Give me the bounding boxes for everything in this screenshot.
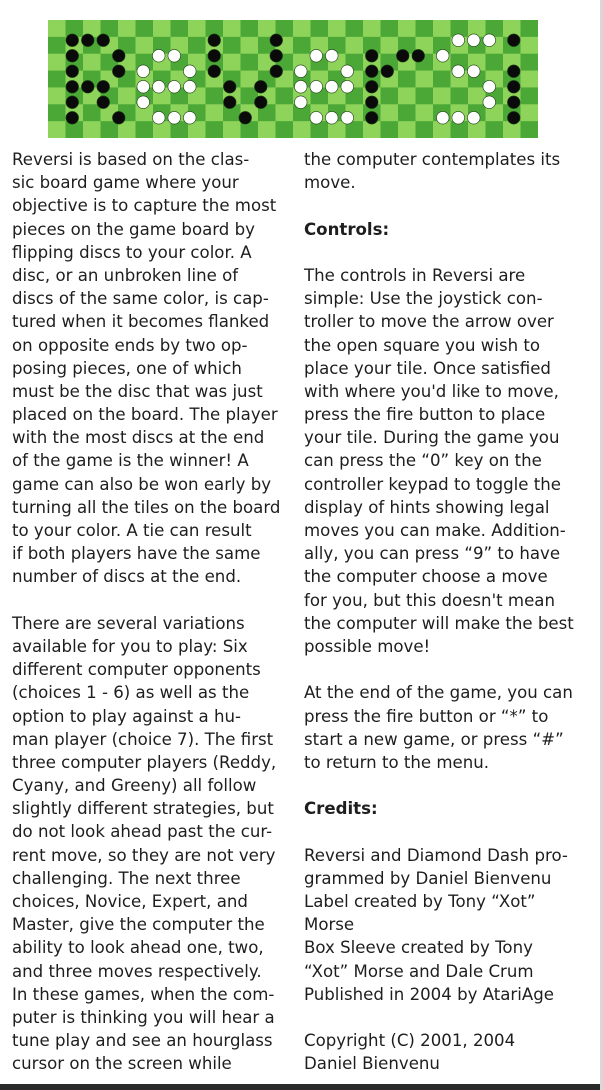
disc bbox=[365, 80, 378, 93]
text-line: puter is thinking you will hear a bbox=[12, 1007, 275, 1027]
text-line: do not look ahead past the cur- bbox=[12, 822, 273, 842]
text-line: press the fire button or “*” to bbox=[304, 706, 549, 726]
disc bbox=[223, 96, 236, 109]
disc bbox=[81, 80, 94, 93]
text-line: must be the disc that was just bbox=[12, 381, 263, 401]
disc bbox=[325, 111, 338, 124]
disc bbox=[467, 34, 480, 47]
reversi-title-banner bbox=[48, 20, 538, 138]
text-line: tune play and see an hourglass bbox=[12, 1031, 273, 1051]
paragraph-gap bbox=[12, 589, 294, 612]
disc bbox=[365, 65, 378, 78]
text-line: There are several variations bbox=[12, 613, 245, 633]
text-line: of the game is the winner! A bbox=[12, 451, 249, 471]
disc bbox=[507, 111, 520, 124]
disc bbox=[270, 34, 283, 47]
left-column bbox=[12, 148, 294, 1076]
text-line: sic board game where your bbox=[12, 173, 239, 193]
disc bbox=[325, 80, 338, 93]
text-line: flipping discs to your color. A bbox=[12, 242, 252, 262]
disc bbox=[341, 65, 354, 78]
disc bbox=[254, 80, 267, 93]
controls-heading: Controls: bbox=[304, 219, 390, 239]
disc bbox=[270, 65, 283, 78]
text-line: Master, give the computer the bbox=[12, 915, 265, 935]
disc bbox=[137, 65, 150, 78]
text-line: ability to look ahead one, two, bbox=[12, 938, 264, 958]
disc bbox=[112, 49, 125, 62]
text-line: number of discs at the end. bbox=[12, 567, 242, 587]
disc bbox=[436, 49, 449, 62]
credits-line: “Xot” Morse and Dale Crum bbox=[304, 961, 534, 981]
disc bbox=[365, 49, 378, 62]
text-line: if both players have the same bbox=[12, 544, 261, 564]
credits-line: Box Sleeve created by Tony bbox=[304, 938, 533, 958]
credits-line: Morse bbox=[304, 915, 355, 935]
controls-line: the computer will make the best bbox=[304, 613, 574, 633]
disc bbox=[66, 49, 79, 62]
disc bbox=[507, 80, 520, 93]
text-line: Reversi is based on the clas- bbox=[12, 150, 250, 169]
credits-line: Reversi and Diamond Dash pro- bbox=[304, 845, 568, 865]
text-line: objective is to capture the most bbox=[12, 196, 277, 216]
disc bbox=[294, 80, 307, 93]
disc bbox=[396, 49, 409, 62]
credits-line: Published in 2004 by AtariAge bbox=[304, 984, 554, 1004]
disc bbox=[294, 65, 307, 78]
disc bbox=[254, 96, 267, 109]
disc bbox=[112, 65, 125, 78]
credits-line: Label created by Tony “Xot” bbox=[304, 892, 536, 911]
text-line: Cyany, and Greeny) all follow bbox=[12, 776, 257, 796]
text-line: and three moves respectively. bbox=[12, 961, 262, 981]
disc bbox=[208, 65, 221, 78]
disc bbox=[310, 80, 323, 93]
disc bbox=[152, 49, 165, 62]
controls-line: the open square you wish to bbox=[304, 335, 541, 355]
disc bbox=[208, 49, 221, 62]
credits-heading: Credits: bbox=[304, 799, 378, 819]
text-line: to your color. A tie can result bbox=[12, 521, 252, 540]
disc bbox=[183, 65, 196, 78]
disc bbox=[97, 80, 110, 93]
text-line: disc, or an unbroken line of bbox=[12, 265, 239, 285]
controls-line: moves you can make. Addition- bbox=[304, 521, 566, 540]
text-line: slightly different strategies, but bbox=[12, 799, 274, 819]
controls-line: possible move! bbox=[304, 636, 431, 656]
disc bbox=[112, 111, 125, 124]
disc bbox=[223, 80, 236, 93]
disc bbox=[152, 80, 165, 93]
text-line: move. bbox=[304, 173, 356, 193]
disc bbox=[81, 34, 94, 47]
text-line: with the most discs at the end bbox=[12, 428, 265, 448]
disc bbox=[452, 65, 465, 78]
disc bbox=[310, 111, 323, 124]
disc bbox=[97, 34, 110, 47]
disc bbox=[239, 111, 252, 124]
page-bottom-edge bbox=[0, 1084, 603, 1090]
controls-line: for you, but this doesn't mean bbox=[304, 590, 555, 610]
disc bbox=[452, 34, 465, 47]
text-line: three computer players (Reddy, bbox=[12, 752, 277, 772]
text-line: pieces on the game board by bbox=[12, 219, 255, 239]
text-line: posing pieces, one of which bbox=[12, 358, 242, 378]
controls-line: with where you'd like to move, bbox=[304, 381, 559, 401]
disc bbox=[412, 49, 425, 62]
text-line: placed on the board. The player bbox=[12, 405, 278, 425]
text-line: game can also be won early by bbox=[12, 474, 272, 494]
disc bbox=[452, 111, 465, 124]
disc bbox=[66, 34, 79, 47]
copyright-line: Daniel Bienvenu bbox=[304, 1054, 440, 1074]
credits-line: grammed by Daniel Bienvenu bbox=[304, 868, 552, 888]
controls-line: your tile. During the game you bbox=[304, 428, 560, 448]
disc bbox=[168, 111, 181, 124]
controls-line: can press the “0” key on the bbox=[304, 451, 542, 471]
text-line: man player (choice 7). The first bbox=[12, 729, 274, 749]
disc bbox=[183, 80, 196, 93]
disc bbox=[365, 111, 378, 124]
disc bbox=[467, 65, 480, 78]
disc bbox=[341, 111, 354, 124]
text-line: turning all the tiles on the board bbox=[12, 497, 281, 517]
disc bbox=[294, 96, 307, 109]
controls-line: place your tile. Once satisfied bbox=[304, 358, 551, 378]
disc bbox=[208, 34, 221, 47]
disc bbox=[325, 49, 338, 62]
disc bbox=[66, 111, 79, 124]
controls-line: the computer choose a move bbox=[304, 567, 548, 587]
disc bbox=[436, 111, 449, 124]
text-line: to return to the menu. bbox=[304, 752, 490, 772]
text-line: the computer contemplates its bbox=[304, 150, 561, 169]
disc bbox=[152, 111, 165, 124]
disc bbox=[483, 34, 496, 47]
disc bbox=[97, 96, 110, 109]
controls-line: controller keypad to toggle the bbox=[304, 474, 561, 494]
right-column bbox=[304, 148, 596, 1076]
disc bbox=[137, 80, 150, 93]
text-line: choices, Novice, Expert, and bbox=[12, 892, 248, 911]
text-line: cursor on the screen while bbox=[12, 1054, 232, 1074]
disc bbox=[507, 34, 520, 47]
disc bbox=[483, 96, 496, 109]
text-line: discs of the same color, is cap- bbox=[12, 289, 269, 309]
disc bbox=[66, 65, 79, 78]
copyright-line: Copyright (C) 2001, 2004 bbox=[304, 1031, 516, 1051]
disc bbox=[365, 96, 378, 109]
disc bbox=[270, 49, 283, 62]
disc bbox=[66, 96, 79, 109]
text-line: on opposite ends by two op- bbox=[12, 335, 248, 355]
text-line: In these games, when the com- bbox=[12, 984, 275, 1004]
disc bbox=[381, 65, 394, 78]
text-line: different computer opponents bbox=[12, 660, 261, 680]
controls-line: troller to move the arrow over bbox=[304, 312, 554, 332]
disc bbox=[483, 80, 496, 93]
controls-line: display of hints showing legal bbox=[304, 497, 550, 517]
disc bbox=[341, 80, 354, 93]
text-line: rent move, so they are not very bbox=[12, 845, 276, 865]
disc bbox=[507, 96, 520, 109]
text-line: option to play against a hu- bbox=[12, 706, 241, 726]
disc bbox=[168, 49, 181, 62]
controls-line: simple: Use the joystick con- bbox=[304, 289, 543, 309]
text-line: At the end of the game, you can bbox=[304, 683, 573, 703]
controls-line: The controls in Reversi are bbox=[304, 265, 526, 285]
controls-line: press the fire button to place bbox=[304, 405, 546, 425]
text-line: challenging. The next three bbox=[12, 868, 241, 888]
disc bbox=[183, 111, 196, 124]
disc bbox=[168, 80, 181, 93]
text-line: (choices 1 - 6) as well as the bbox=[12, 683, 250, 703]
disc bbox=[467, 111, 480, 124]
disc bbox=[137, 96, 150, 109]
disc bbox=[310, 49, 323, 62]
disc bbox=[66, 80, 79, 93]
text-line: start a new game, or press “#” bbox=[304, 729, 564, 749]
disc bbox=[507, 65, 520, 78]
text-line: tured when it becomes flanked bbox=[12, 312, 270, 332]
controls-line: ally, you can press “9” to have bbox=[304, 544, 561, 564]
text-line: available for you to play: Six bbox=[12, 636, 248, 656]
